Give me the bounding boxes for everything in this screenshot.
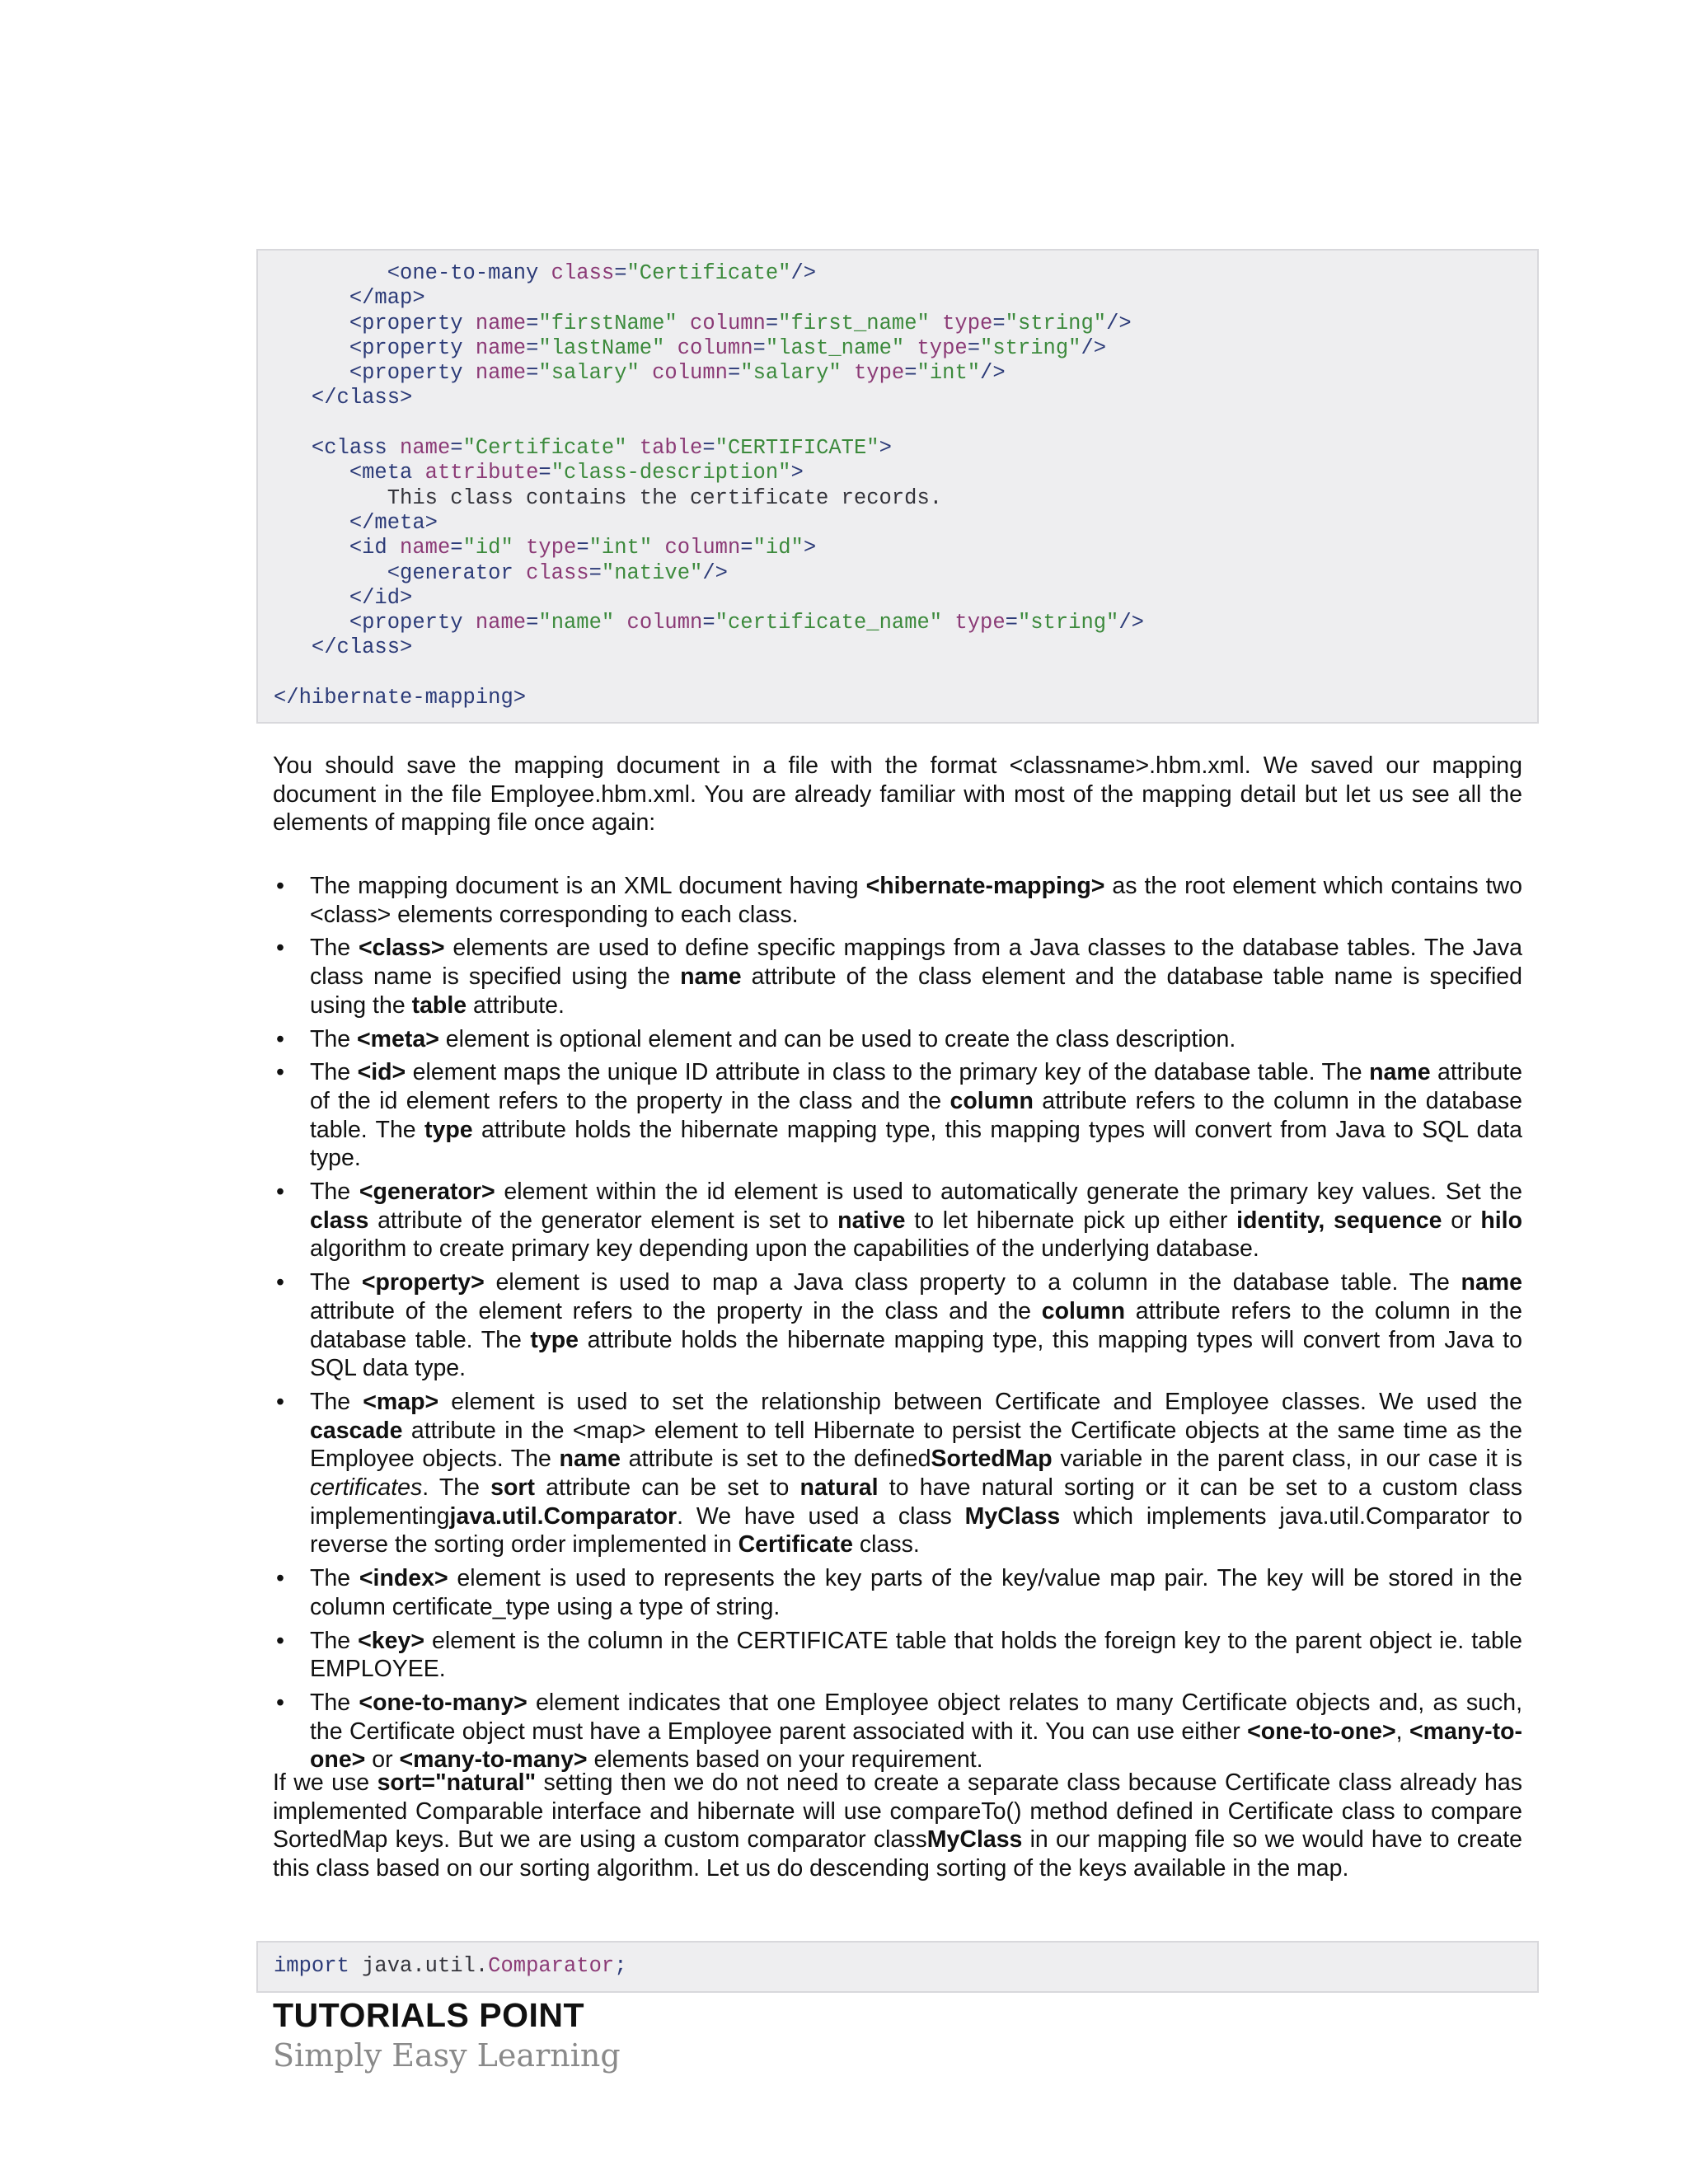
code-line: <meta attribute="class-description"> bbox=[349, 461, 804, 485]
code-line: <property name="salary" column="salary" type="int"/> bbox=[349, 361, 1006, 386]
bullet-icon: • bbox=[276, 1269, 284, 1296]
list-item: • The <generator> element within the id element is used to automatically generate the primary key values. Set the class attribute of the generator element is set to native to let hibernate pick up either identity, sequence or hilo algorithm to create primary key depending upon the capabilities of the underlying database. bbox=[276, 1179, 1522, 1263]
code-line: </hibernate-mapping> bbox=[274, 686, 527, 710]
list-item: • The <property> element is used to map a Java class property to a column in the database table. The name attribute of the element refers to the property in the class and the column attribute refers to the column in the database table. The type attribute holds the hibernate mapping type, this mapping types will convert from Java to SQL data type. bbox=[276, 1269, 1522, 1382]
list-item: • The <map> element is used to set the relationship between Certificate and Employee classes. We used the cascade attribute in the <map> element to tell Hibernate to persist the Certificate objects at the same time as the Employee objects. The name attribute is set to the definedSortedMap variable in the parent class, in our case it is certificates. The sort attribute can be set to natural to have natural sorting or it can be set to a custom class implementingjava.util.Comparator. We have used a class MyClass which implements java.util.Comparator to reverse the sorting order implemented in Certificate class. bbox=[276, 1388, 1523, 1558]
sort-explanation-paragraph: If we use sort="natural" setting then we do not need to create a separate class because Certificate class already has implemented Comparable interface and hibernate will use compareTo() method defined in Certificate class to compare SortedMap keys. But we are using a custom comparator classMyClass in our mapping file so we would have to create this class based on our sorting algorithm. Let us do descending sorting of the keys available in the map. bbox=[273, 1769, 1523, 1882]
list-item: • The <id> element maps the unique ID attribute in class to the primary key of the database table. The name attribute of the id element refers to the property in the class and the column attribute refers to the column in the database table. The type attribute holds the hibernate mapping type, this mapping types will convert from Java to SQL data type. bbox=[276, 1059, 1523, 1172]
code-line: <property name="lastName" column="last_name" type="string"/> bbox=[349, 335, 1107, 360]
list-item: • The <one-to-many> element indicates that one Employee object relates to many Certificate objects and, as such, the Certificate object must have a Employee parent associated with it. You can use either <one-to-one>, <many-to-one> or <many-to-many> elements based on your requirement. bbox=[276, 1689, 1523, 1774]
brand-subtitle: Simply Easy Learning bbox=[273, 2037, 621, 2074]
list-item: • The <class> elements are used to define specific mappings from a Java classes to the database tables. The Java class name is specified using the name attribute of the class element and the database table name is specified using the table attribute. bbox=[276, 935, 1522, 1019]
code-line: <generator class="native"/> bbox=[387, 560, 728, 585]
bullet-icon: • bbox=[276, 1025, 284, 1052]
code-line: </meta> bbox=[349, 510, 438, 535]
code-line bbox=[274, 661, 1537, 686]
code-line: </class> bbox=[311, 635, 413, 660]
brand-title: TUTORIALS POINT bbox=[273, 1996, 585, 2034]
list-item: • The <index> element is used to represents the key parts of the key/value map pair. The key will be stored in the column certificate_type using a type of string. bbox=[276, 1565, 1522, 1620]
bullet-icon: • bbox=[276, 873, 284, 899]
intro-paragraph: You should save the mapping document in a file with the format <classname>.hbm.xml. We saved our mapping document in the file Employee.hbm.xml. You are already familiar with most of the mapping detail but let us see all the elements of mapping file once again: bbox=[273, 752, 1522, 837]
code-line: <one-to-many class="Certificate"/> bbox=[387, 261, 817, 285]
code-line: <property name="name" column="certificate_name" type="string"/> bbox=[349, 611, 1144, 635]
bullet-icon: • bbox=[276, 1689, 284, 1716]
bullet-icon: • bbox=[276, 935, 284, 962]
code-line: <property name="firstName" column="first_name" type="string"/> bbox=[349, 311, 1132, 335]
bullet-icon: • bbox=[276, 1627, 284, 1654]
list-item: • The <meta> element is optional element and can be used to create the class description. bbox=[276, 1025, 1236, 1052]
code-line: </map> bbox=[349, 286, 425, 311]
code-line bbox=[274, 411, 1537, 436]
mapping-elements-list bbox=[273, 872, 1522, 1779]
code-line: <id name="id" type="int" column="id"> bbox=[349, 536, 817, 560]
code-line: <class name="Certificate" table="CERTIFICATE"> bbox=[311, 436, 892, 461]
bullet-icon: • bbox=[276, 1059, 284, 1086]
bullet-icon: • bbox=[276, 1565, 284, 1592]
bullet-icon: • bbox=[276, 1388, 284, 1415]
list-item: • The <key> element is the column in the CERTIFICATE table that holds the foreign key to the parent object ie. table EMPLOYEE. bbox=[276, 1627, 1522, 1683]
bullet-icon: • bbox=[276, 1179, 284, 1206]
code-line: </class> bbox=[311, 386, 413, 410]
list-item: • The mapping document is an XML document having <hibernate-mapping> as the root element which contains two <class> elements corresponding to each class. bbox=[276, 873, 1522, 928]
code-line: </id> bbox=[349, 585, 413, 610]
code-block-mapping-xml bbox=[256, 249, 1539, 724]
code-line: This class contains the certificate records. bbox=[387, 485, 943, 510]
code-line: import java.util.Comparator; bbox=[274, 1954, 627, 1978]
code-block-java-import bbox=[256, 1941, 1539, 1993]
